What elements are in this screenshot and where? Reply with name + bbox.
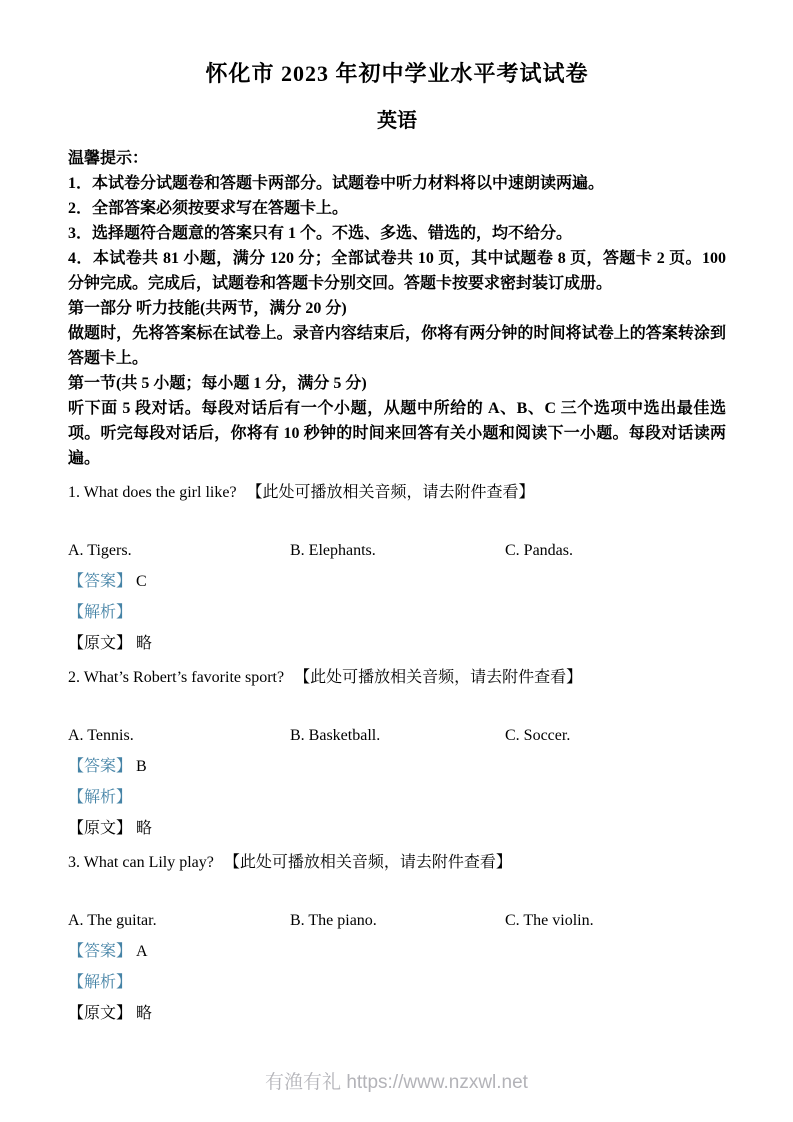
option-a: A. Tennis. (68, 727, 134, 744)
question-text: 1. What does the girl like? (68, 484, 237, 501)
options-row (68, 908, 726, 933)
analysis-line (68, 785, 726, 810)
option-b: B. Basketball. (290, 727, 381, 744)
answer-line (68, 569, 726, 594)
source-label: 【原文】 (68, 820, 133, 837)
option-a: A. Tigers. (68, 542, 132, 559)
option-b: B. Elephants. (290, 542, 376, 559)
source-line (68, 816, 726, 841)
notice-item-2: 2．全部答案必须按要求写在答题卡上。 (68, 200, 349, 217)
page-title: 怀化市 2023 年初中学业水平考试试卷 (205, 61, 589, 86)
source-line (68, 1001, 726, 1026)
analysis-label: 【解析】 (68, 974, 133, 991)
watermark-footer: 有渔有礼 https://www.nzxwl.net (265, 1072, 528, 1093)
analysis-label: 【解析】 (68, 789, 133, 806)
options-row (68, 538, 726, 563)
part1-instructions: 做题时，先将答案标在试卷上。录音内容结束后，你将有两分钟的时间将试卷上的答案转涂到答题卡上。 (68, 325, 726, 367)
notice-item-1: 1．本试卷分试题卷和答题卡两部分。试题卷中听力材料将以中速朗读两遍。 (68, 175, 605, 192)
option-c: C. Pandas. (505, 542, 573, 559)
page-subtitle: 英语 (377, 110, 417, 132)
answer-label: 【答案】 (68, 758, 133, 775)
analysis-line (68, 970, 726, 995)
answer-line (68, 939, 726, 964)
answer-line (68, 754, 726, 779)
notice-heading: 温馨提示： (68, 150, 149, 167)
question-text: 2. What’s Robert’s favorite sport? (68, 669, 285, 686)
source-value: 略 (136, 1005, 153, 1022)
answer-value: C (136, 573, 147, 590)
option-c: C. The violin. (505, 912, 594, 929)
analysis-line (68, 600, 726, 625)
notice-item-4: 4．本试卷共 81 小题，满分 120 分；全部试卷共 10 页，其中试题卷 8 页，答题卡 2 页。100 分钟完成。完成后，试题卷和答题卡分别交回。答题卡按要求密封装订成册。 (68, 250, 726, 292)
part1-heading: 第一部分 听力技能(共两节，满分 20 分) (68, 300, 347, 317)
source-value: 略 (136, 820, 153, 837)
question-line (68, 850, 726, 875)
answer-label: 【答案】 (68, 573, 133, 590)
source-label: 【原文】 (68, 1005, 133, 1022)
answer-value: B (136, 758, 147, 775)
section1-instructions: 听下面 5 段对话。每段对话后有一个小题，从题中所给的 A、B、C 三个选项中选出最佳选项。听完每段对话后，你将有 10 秒钟的时间来回答有关小题和阅读下一小题。每段对话读两遍。 (68, 400, 726, 467)
option-b: B. The piano. (290, 912, 377, 929)
question-block-2 (68, 665, 726, 841)
question-block-3 (68, 850, 726, 1026)
question-text: 3. What can Lily play? (68, 854, 214, 871)
answer-value: A (136, 943, 148, 960)
notice-item-3: 3．选择题符合题意的答案只有 1 个。不选、多选、错选的，均不给分。 (68, 225, 573, 242)
audio-placeholder-note: 【此处可播放相关音频，请去附件查看】 (223, 854, 512, 871)
section1-heading: 第一节(共 5 小题；每小题 1 分，满分 5 分) (68, 375, 367, 392)
source-value: 略 (136, 635, 153, 652)
source-line (68, 631, 726, 656)
options-row (68, 723, 726, 748)
option-c: C. Soccer. (505, 727, 571, 744)
question-line (68, 665, 726, 690)
question-line (68, 480, 726, 505)
source-label: 【原文】 (68, 635, 133, 652)
audio-placeholder-note: 【此处可播放相关音频，请去附件查看】 (246, 484, 535, 501)
analysis-label: 【解析】 (68, 604, 133, 621)
audio-placeholder-note: 【此处可播放相关音频，请去附件查看】 (294, 669, 583, 686)
option-a: A. The guitar. (68, 912, 157, 929)
question-block-1 (68, 480, 726, 656)
answer-label: 【答案】 (68, 943, 133, 960)
